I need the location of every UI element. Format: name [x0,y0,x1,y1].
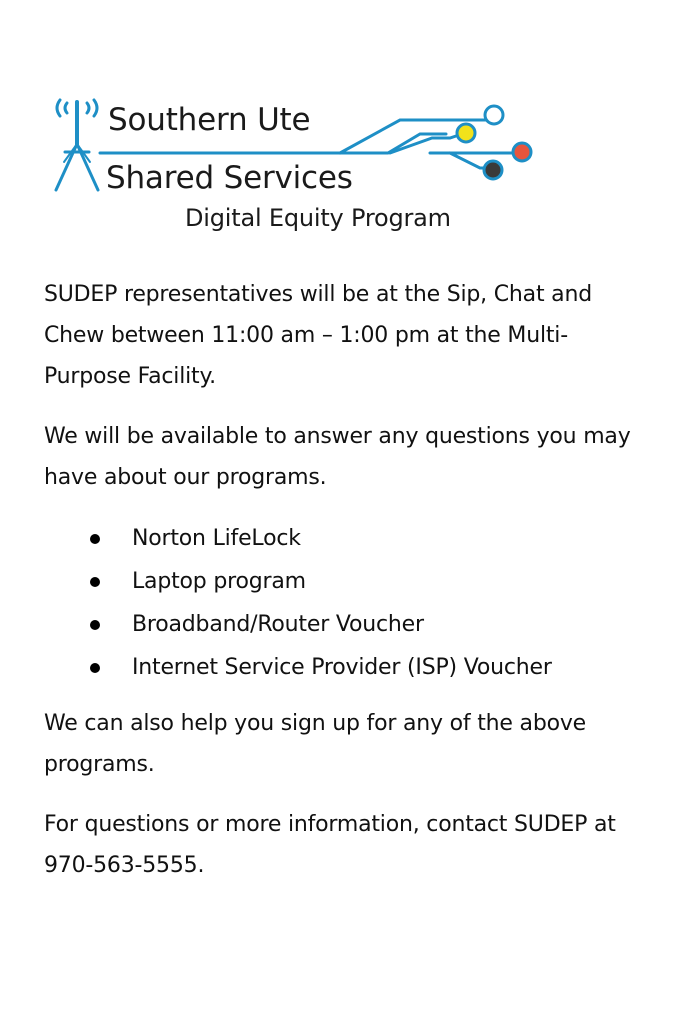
programs-list [44,517,654,689]
list-item-label: Laptop program [132,569,306,594]
event-paragraph: SUDEP representatives will be at the Sip, Chat and Chew between 11:00 am – 1:00 pm at the Multi-Purpose Facility. [44,282,592,389]
signup-paragraph: We can also help you sign up for any of the above programs. [44,711,586,777]
bullet-icon [90,620,100,630]
list-item-label: Internet Service Provider (ISP) Voucher [132,655,552,680]
logo-title-line1: Southern Ute [108,102,311,138]
availability-paragraph: We will be available to answer any questions you may have about our programs. [44,424,631,490]
bullet-icon [90,663,100,673]
list-item [44,517,654,560]
list-item [44,603,654,646]
flyer-body [44,274,654,905]
list-item [44,646,654,689]
list-item-label: Norton LifeLock [132,526,301,551]
logo-subtitle: Digital Equity Program [185,204,451,232]
logo-title-line2: Shared Services [106,160,353,196]
bullet-icon [90,577,100,587]
list-item-label: Broadband/Router Voucher [132,612,424,637]
list-item [44,560,654,603]
contact-paragraph: For questions or more information, contact SUDEP at 970-563-5555. [44,812,616,878]
bullet-icon [90,534,100,544]
sudep-logo [50,92,550,242]
